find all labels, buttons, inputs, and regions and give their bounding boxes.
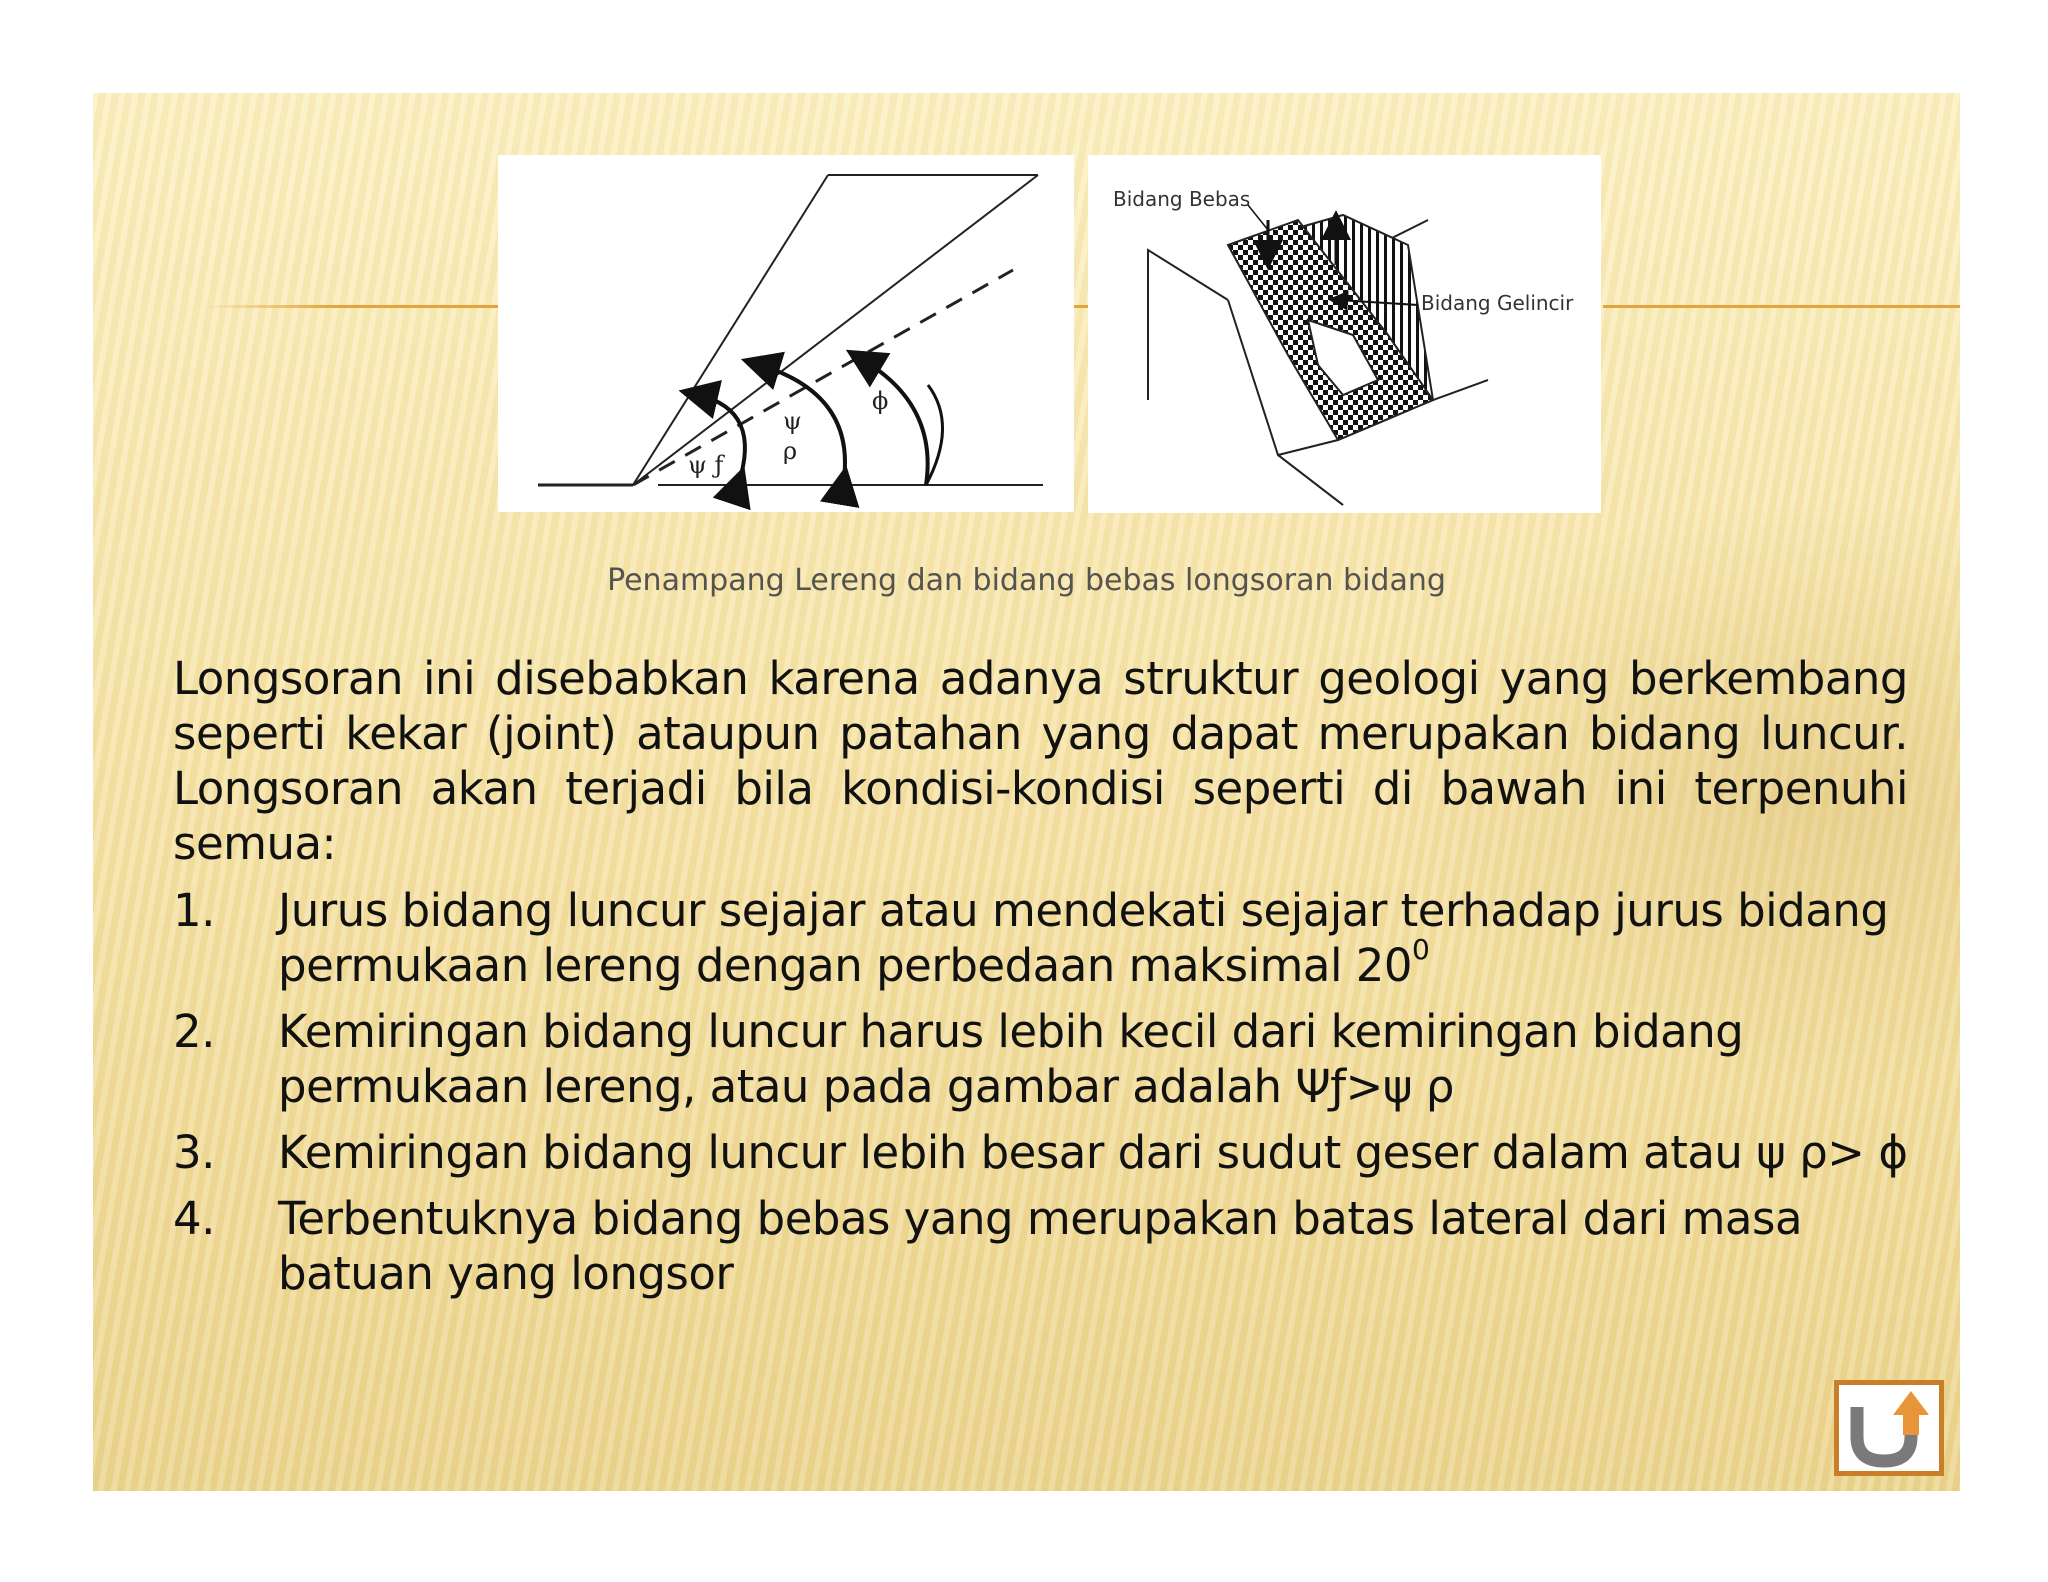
conditions-list [173,883,1908,1312]
slide-plane-label: Bidang Gelincir [1421,291,1574,315]
slope-cross-section-figure [498,155,1074,512]
list-text: Jurus bidang luncur sejajar atau mendekati sejajar terhadap jurus bidang permukaan lereng dengan perbedaan maksimal 20 [278,884,1889,992]
decorative-line-left [203,305,533,308]
return-arrow-icon [1839,1385,1939,1471]
angle-label-psi-f: ψ ƒ [688,451,724,479]
list-number: 2. [173,1005,215,1058]
angle-label-psi: ψ [783,407,802,435]
list-number: 3. [173,1126,215,1179]
sliding-block-figure [1088,155,1601,513]
list-text: Kemiringan bidang luncur harus lebih kecil dari kemiringan bidang permukaan lereng, atau pada gambar adalah Ψƒ>ψ ρ [278,1005,1744,1113]
figure-caption: Penampang Lereng dan bidang bebas longsoran bidang [607,563,1446,598]
angle-label-phi: ϕ [872,387,889,415]
angle-label-rho: ρ [783,437,798,465]
decorative-line-right [1603,305,1960,308]
slide [93,93,1960,1491]
back-button[interactable] [1834,1380,1944,1476]
list-item [173,883,1908,993]
list-item [173,1004,1908,1114]
list-number: 4. [173,1192,215,1245]
list-item [173,1125,1908,1180]
intro-paragraph: Longsoran ini disebabkan karena adanya struktur geologi yang berkembang seperti kekar (joint) ataupun patahan yang dapat merupakan bidang luncur. Longsoran akan terjadi bila kondisi-kondisi seperti di bawah ini terpenuhi semua: [173,652,1908,870]
list-number: 1. [173,884,215,937]
list-item [173,1191,1908,1301]
superscript-degree: 0 [1412,933,1430,966]
list-text: Terbentuknya bidang bebas yang merupakan batas lateral dari masa batuan yang longsor [278,1192,1803,1300]
free-plane-label: Bidang Bebas [1113,187,1251,211]
list-text: Kemiringan bidang luncur lebih besar dari sudut geser dalam atau ψ ρ> ϕ [278,1126,1908,1179]
